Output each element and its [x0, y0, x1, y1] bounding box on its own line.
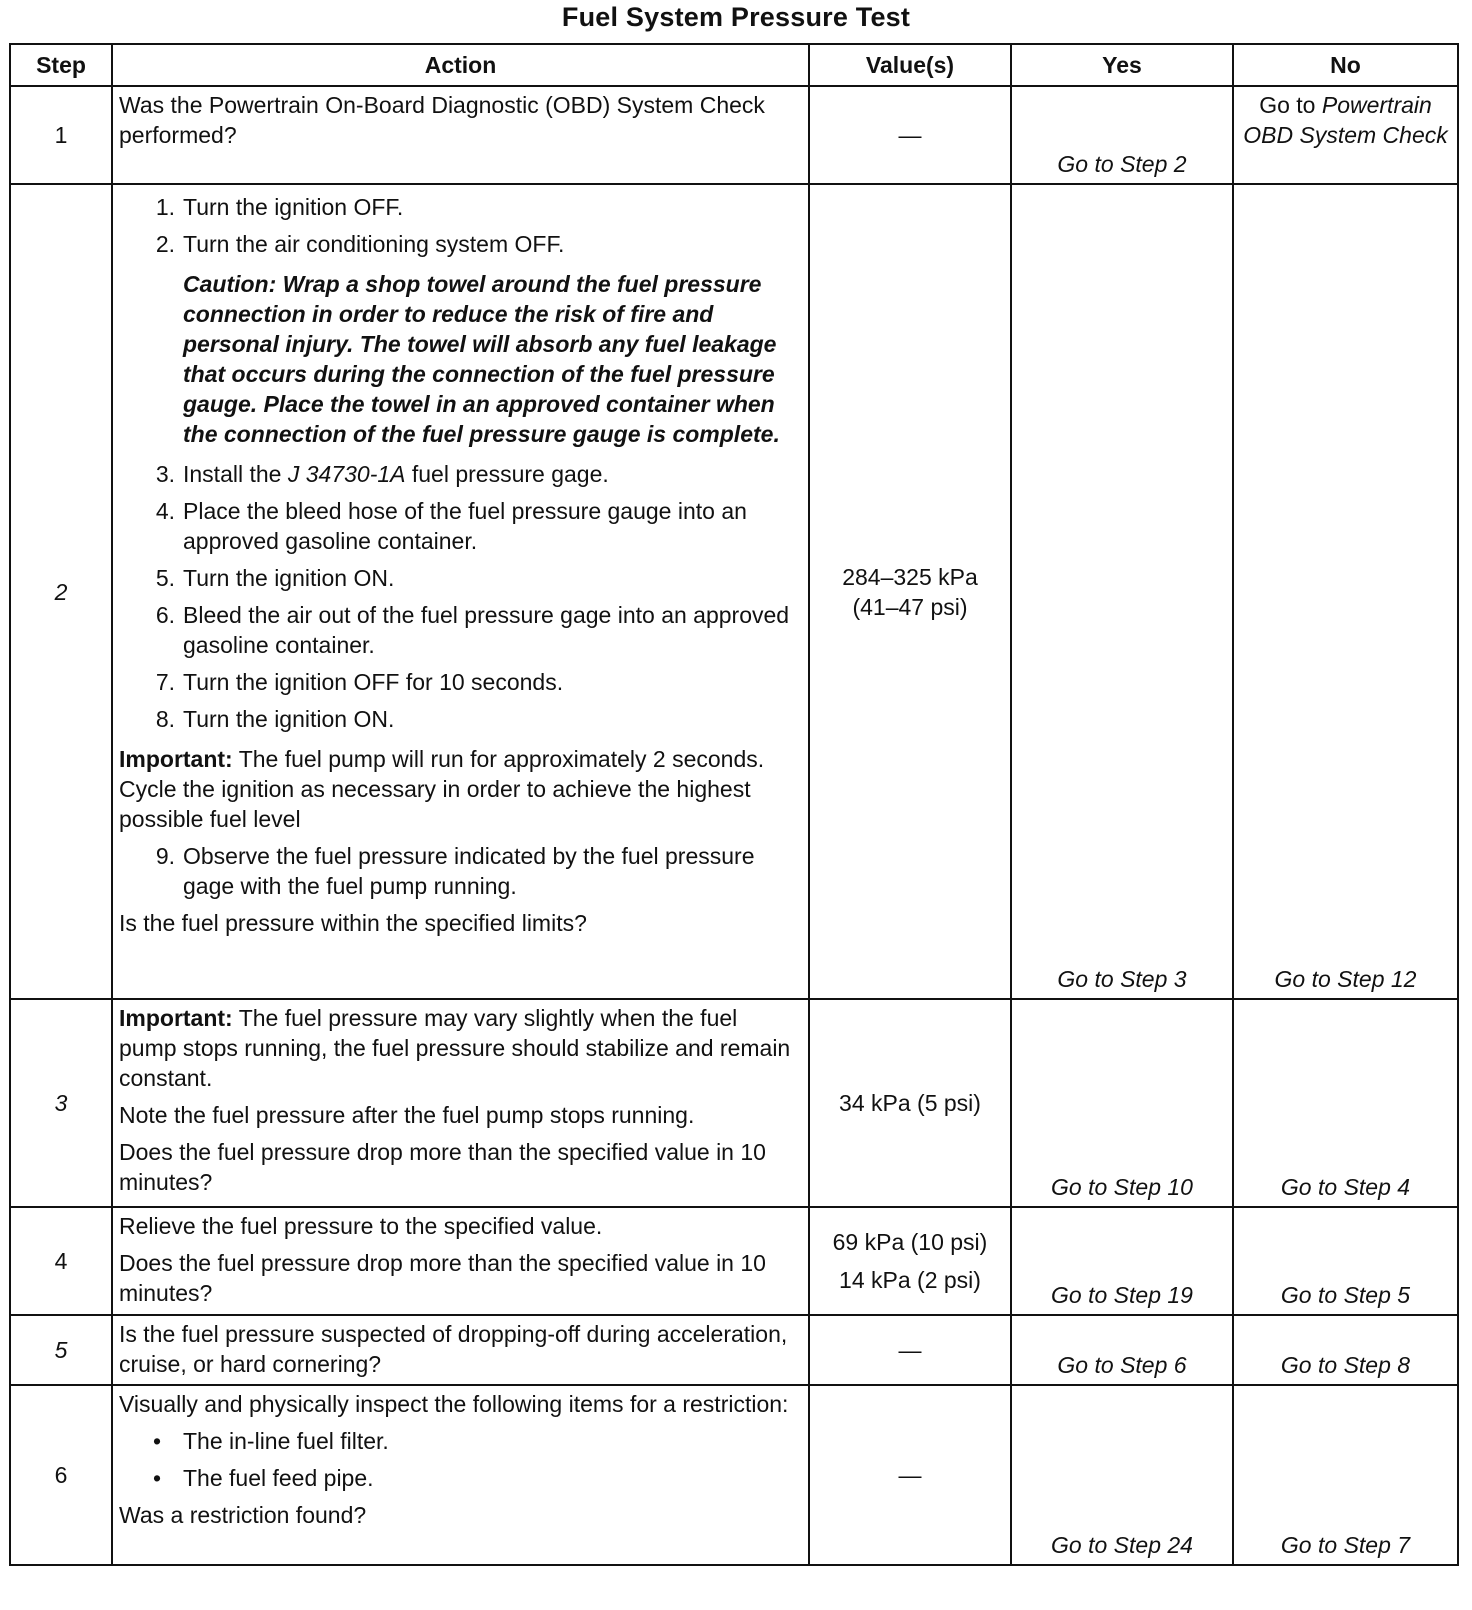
list-item: • The in-line fuel filter. — [153, 1428, 389, 1454]
table-row — [10, 1315, 1458, 1385]
table-row — [10, 1385, 1458, 1565]
yes-cell: Go to Step 19 — [1011, 1207, 1233, 1315]
yes-cell: Go to Step 6 — [1011, 1315, 1233, 1385]
list-item: 3. Install the J 34730-1A fuel pressure gage. — [155, 461, 609, 487]
question-text: Was a restriction found? — [119, 1502, 367, 1528]
page-title: Fuel System Pressure Test — [561, 2, 911, 32]
action-list — [119, 192, 800, 734]
important-note: Important: The fuel pump will run for approximately 2 seconds. Cycle the ignition as necessary in order to achieve the highest possible fuel level — [119, 746, 765, 832]
no-cell: Go to Step 7 — [1233, 1385, 1458, 1565]
step-number: 1 — [10, 86, 112, 184]
no-cell — [1233, 86, 1458, 184]
action-text: Relieve the fuel pressure to the specified value. — [119, 1213, 603, 1239]
value-cell: 284–325 kPa (41–47 psi) — [809, 184, 1011, 999]
list-item: 9. Observe the fuel pressure indicated by the fuel pressure gage with the fuel pump running. — [155, 843, 755, 899]
step-number: 4 — [10, 1207, 112, 1315]
header-yes: Yes — [1011, 44, 1233, 86]
value-cell: 69 kPa (10 psi) 14 kPa (2 psi) — [809, 1207, 1011, 1315]
caution-note: Caution: Wrap a shop towel around the fuel pressure connection in order to reduce the risk of fire and personal injury. The towel will absorb any fuel leakage that occurs during the connection of the fuel pressure gauge. Place the towel in an approved container when the connection of the fuel pressure gauge is complete. — [183, 271, 780, 447]
action-cell — [112, 1207, 809, 1315]
question-text: Does the fuel pressure drop more than the specified value in 10 minutes? — [119, 1139, 766, 1195]
value-cell: — — [809, 1385, 1011, 1565]
value-cell: — — [809, 86, 1011, 184]
action-text: Visually and physically inspect the following items for a restriction: — [119, 1391, 789, 1417]
yes-cell: Go to Step 3 — [1011, 184, 1233, 999]
action-cell — [112, 1315, 809, 1385]
step-number: 6 — [10, 1385, 112, 1565]
action-text: Was the Powertrain On-Board Diagnostic (OBD) System Check performed? — [119, 92, 765, 148]
no-cell: Go to Step 12 — [1233, 184, 1458, 999]
question-text: Is the fuel pressure suspected of dropping-off during acceleration, cruise, or hard cornering? — [119, 1321, 788, 1377]
yes-cell: Go to Step 2 — [1011, 86, 1233, 184]
question-text: Is the fuel pressure within the specified limits? — [119, 910, 587, 936]
no-cell: Go to Step 8 — [1233, 1315, 1458, 1385]
question-text: Does the fuel pressure drop more than the specified value in 10 minutes? — [119, 1250, 766, 1306]
yes-cell: Go to Step 24 — [1011, 1385, 1233, 1565]
value-cell: 34 kPa (5 psi) — [809, 999, 1011, 1207]
list-item: • The fuel feed pipe. — [153, 1465, 374, 1491]
tool-number: J 34730-1A — [287, 461, 406, 487]
list-item: 1. Turn the ignition OFF. — [155, 194, 404, 220]
no-cell: Go to Step 4 — [1233, 999, 1458, 1207]
header-action: Action — [112, 44, 809, 86]
table-row — [10, 1207, 1458, 1315]
no-link: Powertrain OBD System Check — [1243, 92, 1448, 148]
action-text: Note the fuel pressure after the fuel pump stops running. — [119, 1102, 695, 1128]
list-item: 6. Bleed the air out of the fuel pressure gage into an approved gasoline container. — [155, 602, 790, 658]
no-cell: Go to Step 5 — [1233, 1207, 1458, 1315]
procedure-table — [9, 43, 1459, 1566]
step-number: 3 — [10, 999, 112, 1207]
table-row — [10, 184, 1458, 999]
yes-cell: Go to Step 10 — [1011, 999, 1233, 1207]
important-note: Important: The fuel pressure may vary slightly when the fuel pump stops running, the fuel pressure should stabilize and remain constant. — [119, 1005, 791, 1091]
header-no: No — [1233, 44, 1458, 86]
step-number: 5 — [10, 1315, 112, 1385]
header-values: Value(s) — [809, 44, 1011, 86]
list-item: 5. Turn the ignition ON. — [155, 565, 395, 591]
table-header-row — [10, 44, 1458, 86]
table-row — [10, 86, 1458, 184]
action-cell — [112, 86, 809, 184]
list-item: 2. Turn the air conditioning system OFF. — [155, 231, 565, 257]
no-prefix: Go to — [1259, 92, 1316, 118]
list-item: 4. Place the bleed hose of the fuel pressure gauge into an approved gasoline container. — [155, 498, 747, 554]
step-number: 2 — [10, 184, 112, 999]
list-item: 8. Turn the ignition ON. — [155, 706, 395, 732]
value-cell: — — [809, 1315, 1011, 1385]
header-step: Step — [10, 44, 112, 86]
action-cell — [112, 1385, 809, 1565]
action-cell — [112, 184, 809, 999]
list-item: 7. Turn the ignition OFF for 10 seconds. — [155, 669, 564, 695]
action-cell — [112, 999, 809, 1207]
table-row — [10, 999, 1458, 1207]
